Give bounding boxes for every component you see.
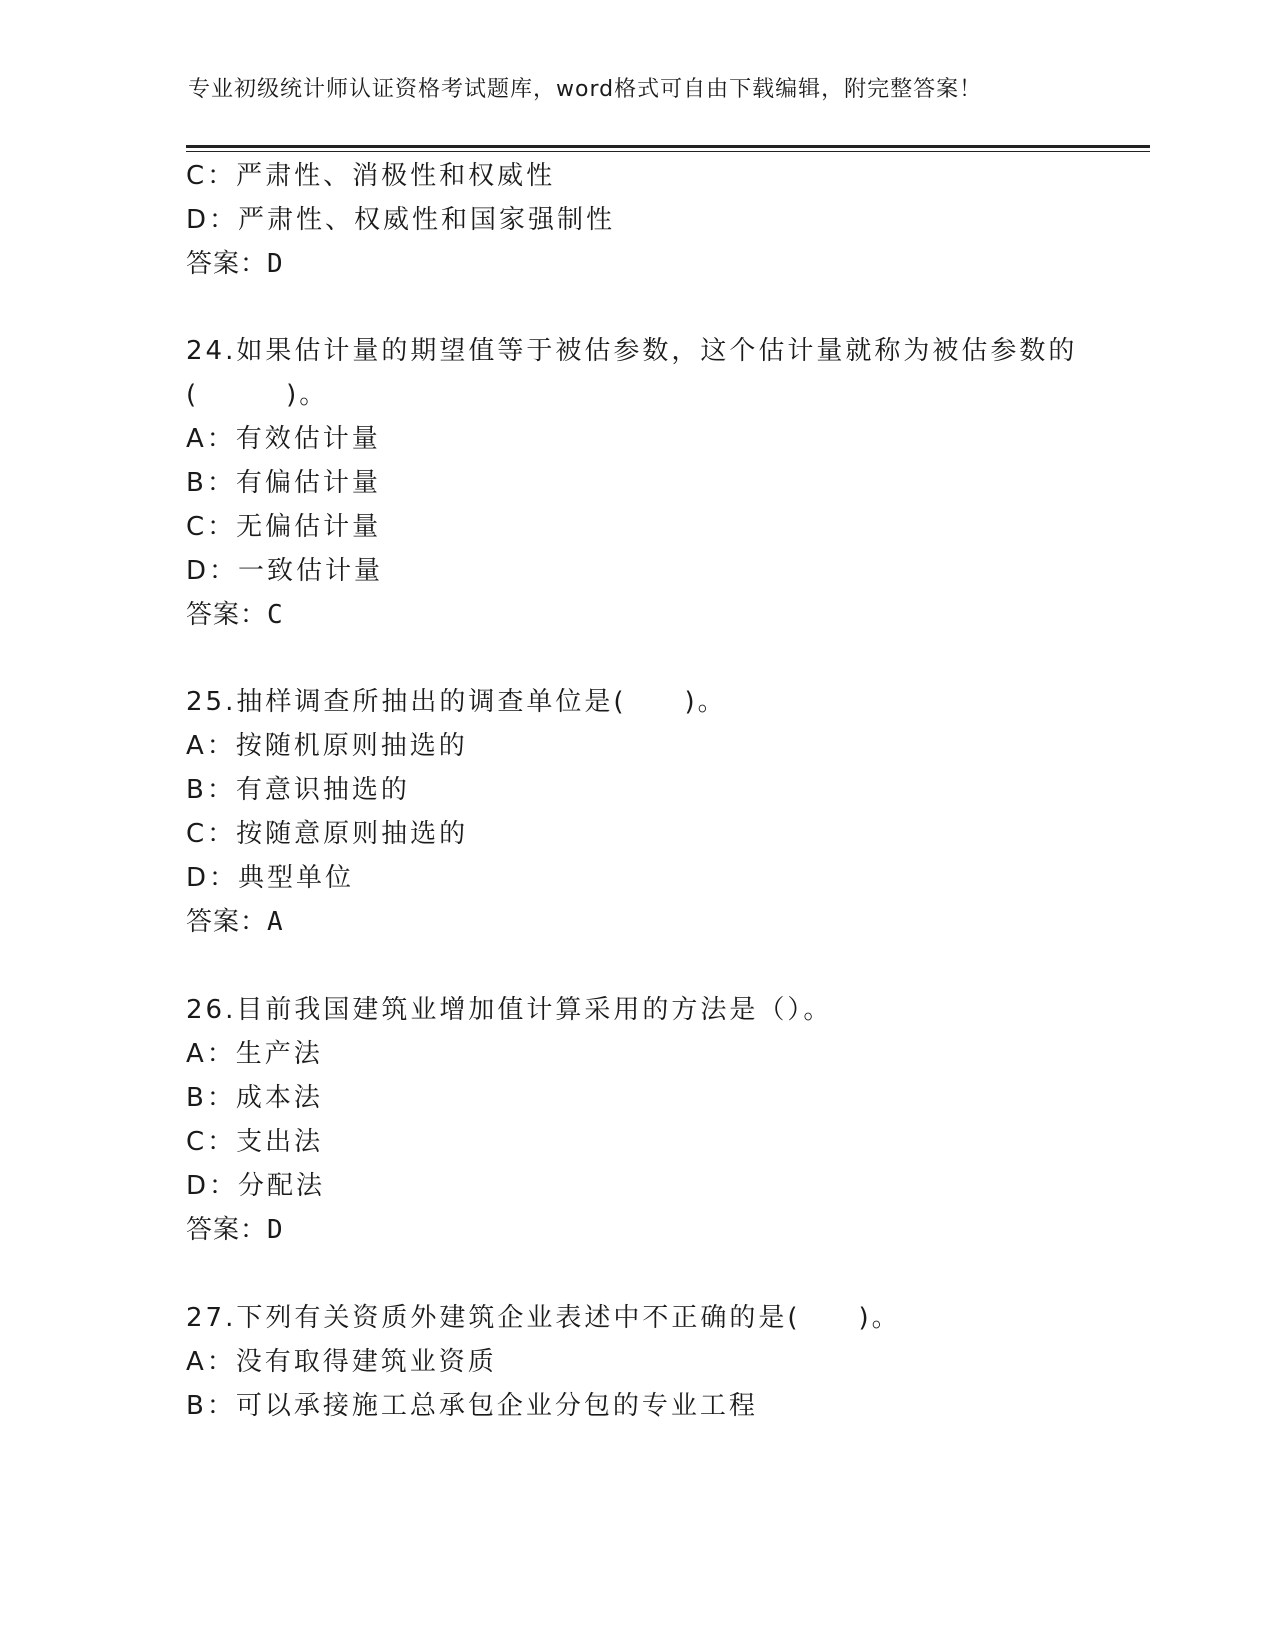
answer-label: 答案： bbox=[186, 1215, 268, 1245]
option-line: A：有效估计量 bbox=[186, 424, 381, 454]
option-line: D：典型单位 bbox=[186, 863, 355, 893]
answer-value: C bbox=[267, 600, 284, 630]
option-line: D：严肃性、权威性和国家强制性 bbox=[186, 205, 616, 235]
option-line: C：无偏估计量 bbox=[186, 512, 382, 542]
option-line: B：有意识抽选的 bbox=[186, 775, 410, 805]
option-line: A：生产法 bbox=[186, 1039, 323, 1069]
answer-value: A bbox=[267, 907, 284, 937]
option-line: A：按随机原则抽选的 bbox=[186, 731, 468, 761]
page-header: 专业初级统计师认证资格考试题库，word格式可自由下载编辑，附完整答案！ bbox=[188, 77, 983, 102]
answer-line bbox=[186, 901, 284, 938]
question-line: 25.抽样调查所抽出的调查单位是( )。 bbox=[186, 687, 727, 717]
answer-label: 答案： bbox=[186, 600, 268, 630]
option-line: B：有偏估计量 bbox=[186, 468, 381, 498]
answer-label: 答案： bbox=[186, 907, 268, 937]
answer-line bbox=[186, 243, 284, 280]
option-line: C：按随意原则抽选的 bbox=[186, 819, 469, 849]
option-line: C：支出法 bbox=[186, 1127, 324, 1157]
answer-line bbox=[186, 594, 284, 631]
question-line: ( )。 bbox=[186, 380, 329, 410]
option-line: B：成本法 bbox=[186, 1083, 323, 1113]
option-line: A：没有取得建筑业资质 bbox=[186, 1347, 497, 1377]
question-line: 24.如果估计量的期望值等于被估参数，这个估计量就称为被估参数的 bbox=[186, 336, 1078, 366]
answer-value: D bbox=[267, 249, 284, 279]
question-line: 26.目前我国建筑业增加值计算采用的方法是（）。 bbox=[186, 995, 833, 1025]
header-rule-thick bbox=[186, 145, 1150, 148]
option-line: D：分配法 bbox=[186, 1171, 326, 1201]
option-line: D：一致估计量 bbox=[186, 556, 384, 586]
header-rule-thin bbox=[186, 151, 1150, 152]
option-line: C：严肃性、消极性和权威性 bbox=[186, 161, 556, 191]
answer-value: D bbox=[267, 1215, 284, 1245]
answer-label: 答案： bbox=[186, 249, 268, 279]
option-line: B：可以承接施工总承包企业分包的专业工程 bbox=[186, 1391, 758, 1421]
answer-line bbox=[186, 1209, 284, 1246]
question-line: 27.下列有关资质外建筑企业表述中不正确的是( )。 bbox=[186, 1303, 901, 1333]
